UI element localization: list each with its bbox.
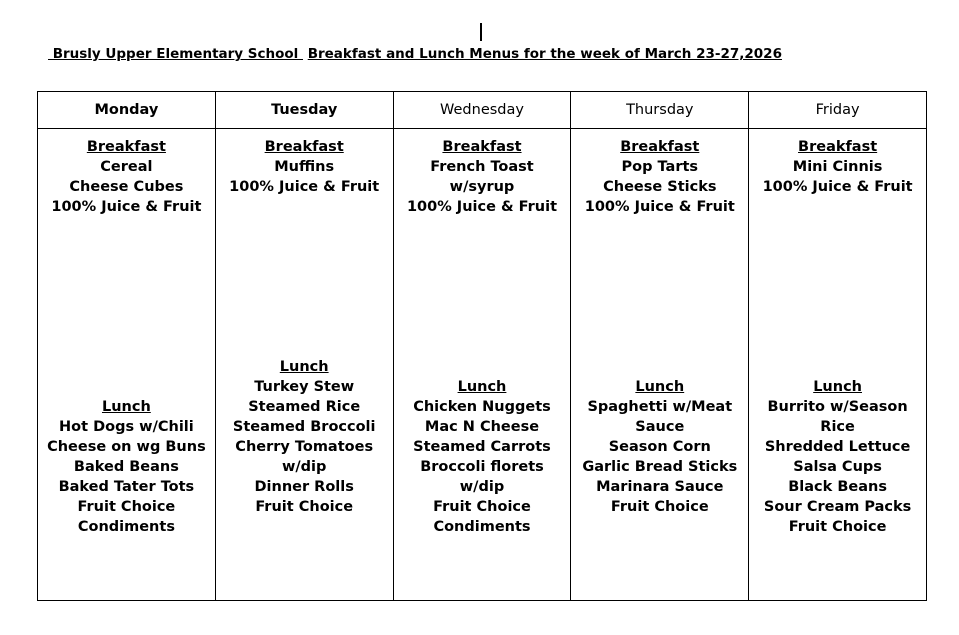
lunch-section <box>38 397 215 537</box>
lunch-section <box>749 377 926 537</box>
menu-item: French Toast <box>430 159 534 175</box>
menu-item: Marinara Sauce <box>596 479 724 495</box>
day-cell <box>215 129 393 601</box>
menu-item: Fruit Choice <box>77 499 176 515</box>
menu-item: w/syrup <box>449 179 515 195</box>
menu-item: Salsa Cups <box>793 459 882 475</box>
menu-item: Sour Cream Packs <box>763 499 912 515</box>
day-cell <box>38 129 216 601</box>
menu-item: Cherry Tomatoes <box>235 439 374 455</box>
menu-item: Turkey Stew <box>254 379 355 395</box>
breakfast-heading: Breakfast <box>264 139 344 155</box>
menu-item: Pop Tarts <box>621 159 699 175</box>
lunch-section <box>216 357 393 517</box>
lunch-heading: Lunch <box>101 399 151 415</box>
menu-item: Steamed Rice <box>248 399 361 415</box>
menu-item: Cheese Sticks <box>603 179 717 195</box>
lunch-heading: Lunch <box>457 379 507 395</box>
breakfast-section <box>38 137 215 217</box>
day-header: Friday <box>749 92 927 129</box>
menu-item: Cereal <box>100 159 153 175</box>
menu-item: 100% Juice & Fruit <box>762 179 913 195</box>
menu-item: Hot Dogs w/Chili <box>59 419 194 435</box>
menu-item: Fruit Choice <box>788 519 887 535</box>
menu-item: Steamed Broccoli <box>232 419 376 435</box>
menu-item: 100% Juice & Fruit <box>584 199 735 215</box>
breakfast-heading: Breakfast <box>798 139 878 155</box>
day-cell <box>393 129 571 601</box>
breakfast-heading: Breakfast <box>442 139 522 155</box>
breakfast-section <box>394 137 571 217</box>
menu-item: Mini Cinnis <box>792 159 883 175</box>
day-header: Thursday <box>571 92 749 129</box>
menu-item: w/dip <box>281 459 327 475</box>
menu-item: Baked Beans <box>73 459 179 475</box>
menu-item: Condiments <box>433 519 531 535</box>
menu-item: Black Beans <box>788 479 887 495</box>
breakfast-section <box>216 137 393 197</box>
day-cell <box>749 129 927 601</box>
menu-item: 100% Juice & Fruit <box>51 199 202 215</box>
breakfast-section <box>571 137 748 217</box>
menu-item: Rice <box>820 419 855 435</box>
lunch-section <box>394 377 571 537</box>
menu-item: Spaghetti w/Meat <box>587 399 733 415</box>
breakfast-heading: Breakfast <box>86 139 166 155</box>
menu-item: Fruit Choice <box>433 499 531 515</box>
menu-item: Muffins <box>274 159 335 175</box>
menu-item: w/dip <box>459 479 505 495</box>
menu-item: Mac N Cheese <box>424 419 540 435</box>
menu-item: Steamed Carrots <box>413 439 551 455</box>
day-header: Wednesday <box>393 92 571 129</box>
school-name: Brusly Upper Elementary School <box>48 46 303 62</box>
lunch-section <box>571 377 748 517</box>
day-cell <box>571 129 749 601</box>
lunch-heading: Lunch <box>279 359 329 375</box>
menu-item: 100% Juice & Fruit <box>229 179 380 195</box>
day-header: Tuesday <box>215 92 393 129</box>
menu-item: Cheese on wg Buns <box>47 439 206 455</box>
menu-item: Shredded Lettuce <box>764 439 911 455</box>
breakfast-section <box>749 137 926 197</box>
menu-item: Burrito w/Season <box>767 399 908 415</box>
menu-item: Garlic Bread Sticks <box>582 459 738 475</box>
menu-item: Condiments <box>77 519 175 535</box>
menu-item: 100% Juice & Fruit <box>406 199 558 215</box>
menu-item: Chicken Nuggets <box>413 399 551 415</box>
menu-item: Sauce <box>635 419 685 435</box>
text-cursor <box>480 23 482 41</box>
day-header: Monday <box>38 92 216 129</box>
menu-item: Season Corn <box>608 439 711 455</box>
menu-item: Cheese Cubes <box>69 179 184 195</box>
menu-item: Dinner Rolls <box>254 479 354 495</box>
menu-item: Fruit Choice <box>610 499 709 515</box>
menu-item: Fruit Choice <box>255 499 354 515</box>
menu-title: Breakfast and Lunch Menus for the week of March 23-27,2026 <box>307 46 782 62</box>
menu-table <box>37 91 927 601</box>
menu-item: Baked Tater Tots <box>58 479 195 495</box>
breakfast-heading: Breakfast <box>620 139 700 155</box>
menu-item: Broccoli florets <box>420 459 544 475</box>
lunch-heading: Lunch <box>635 379 685 395</box>
page-title <box>48 46 782 62</box>
lunch-heading: Lunch <box>813 379 862 395</box>
